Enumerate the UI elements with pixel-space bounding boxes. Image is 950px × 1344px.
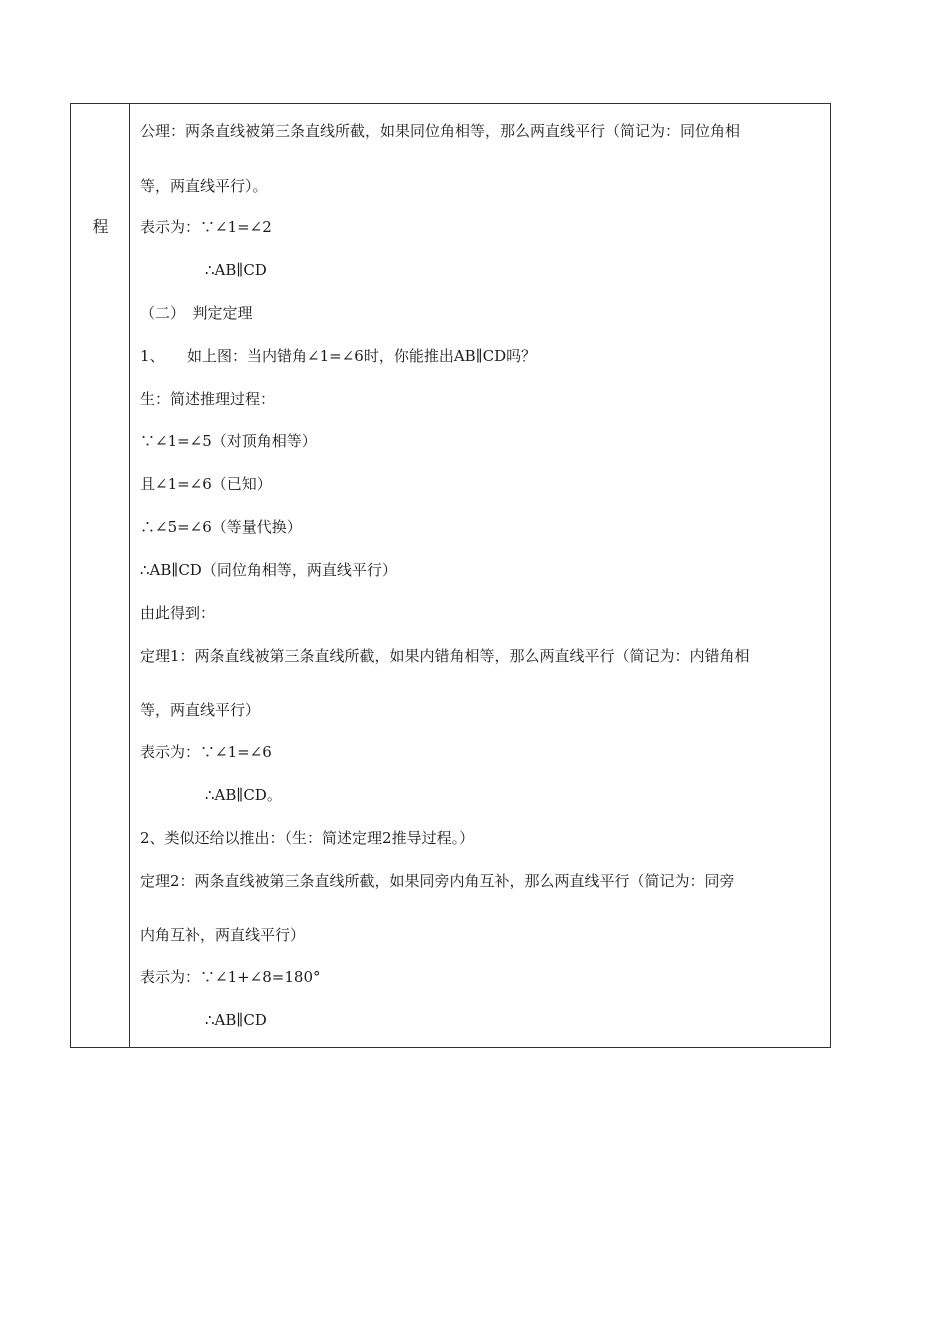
proof-step-3: ∴∠5=∠6（等量代换）: [140, 518, 302, 536]
axiom-line-1: 公理：两条直线被第三条直线所截，如果同位角相等，那么两直线平行（简记为：同位角相: [140, 122, 741, 140]
lesson-table: [70, 103, 831, 1048]
section-label: 程: [92, 217, 109, 236]
axiom-line-2: 等，两直线平行）。: [140, 177, 268, 195]
theorem-1-conclusion: ∴AB∥CD。: [205, 786, 282, 804]
proof-step-1: ∵∠1=∠5（对顶角相等）: [140, 432, 317, 450]
axiom-conclusion: ∴AB∥CD: [205, 261, 267, 279]
question-2: 2、类似还给以推出：（生：简述定理2推导过程。）: [140, 829, 475, 847]
content-cell: [130, 104, 830, 1047]
question-1: 1、 如上图：当内错角∠1=∠6时，你能推出AB∥CD吗？: [140, 347, 537, 365]
theorem-1-expression: 表示为：∵∠1=∠6: [140, 743, 272, 761]
theorem-2-line-2: 内角互补，两直线平行）: [140, 926, 306, 944]
theorem-2-conclusion: ∴AB∥CD: [205, 1011, 267, 1029]
section-heading: （二） 判定定理: [140, 304, 253, 322]
student-reasoning-intro: 生：简述推理过程：: [140, 390, 276, 408]
proof-step-4: ∴AB∥CD（同位角相等，两直线平行）: [140, 561, 397, 579]
theorem-1-line-1: 定理1：两条直线被第三条直线所截，如果内错角相等，那么两直线平行（简记为：内错角相: [140, 647, 750, 665]
theorem-2-line-1: 定理2：两条直线被第三条直线所截，如果同旁内角互补，那么两直线平行（简记为：同旁: [140, 872, 735, 890]
section-label-cell: [71, 104, 130, 1047]
axiom-expression: 表示为：∵∠1=∠2: [140, 218, 272, 236]
proof-step-2: 且∠1=∠6（已知）: [140, 475, 272, 493]
theorem-1-line-2: 等，两直线平行）: [140, 701, 261, 719]
theorem-2-expression: 表示为：∵∠1+∠8=180°: [140, 968, 321, 986]
conclusion-intro: 由此得到：: [140, 604, 216, 622]
